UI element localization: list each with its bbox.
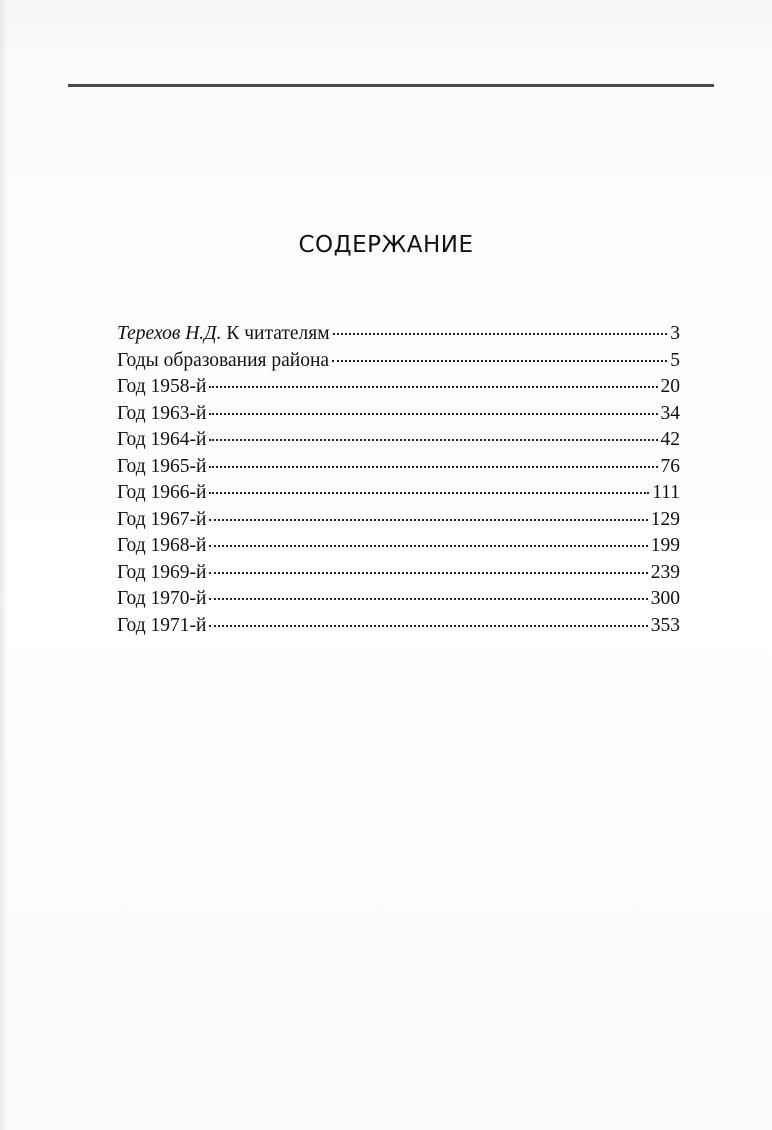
toc-entry (117, 535, 680, 562)
toc-dot-leader (209, 466, 657, 468)
toc-entry-title: Год 1970-й (117, 588, 207, 609)
toc-entry-page: 199 (650, 535, 680, 556)
toc-entry (117, 615, 680, 642)
toc-entry-page: 300 (650, 588, 680, 609)
toc-entry (117, 376, 680, 403)
toc-dot-leader (209, 519, 647, 521)
toc-entry-page: 353 (650, 614, 680, 636)
toc-entry (117, 429, 680, 456)
toc-dot-leader (209, 572, 647, 574)
toc-dot-leader (332, 360, 667, 362)
table-of-contents (117, 323, 680, 641)
toc-entry-page: 76 (660, 455, 680, 477)
toc-dot-leader (209, 439, 657, 441)
toc-entry (117, 482, 680, 509)
toc-entry-title: Год 1966-й (117, 482, 207, 503)
toc-entry-title: Год 1964-й (117, 429, 207, 450)
toc-entry-title: Год 1965-й (117, 455, 207, 477)
toc-entry-page: 20 (660, 376, 680, 397)
toc-entry-title: Годы образования района (117, 349, 330, 371)
toc-entry-author: Терехов Н.Д. (117, 323, 222, 344)
toc-entry-page: 34 (660, 402, 680, 424)
toc-entry-title: Год 1969-й (117, 561, 207, 583)
toc-entry (117, 588, 680, 615)
toc-entry-title: Год 1967-й (117, 508, 207, 530)
toc-entry-page: 239 (650, 561, 680, 583)
toc-entry (117, 403, 680, 430)
toc-entry-page: 5 (670, 349, 680, 371)
toc-dot-leader (209, 598, 647, 600)
toc-dot-leader (209, 545, 647, 547)
toc-entry (117, 350, 680, 377)
toc-title: СОДЕРЖАНИЕ (298, 232, 474, 258)
toc-entry-title: К читателям (226, 323, 330, 344)
toc-entry-label (117, 323, 330, 345)
toc-entry-page: 129 (650, 508, 680, 530)
toc-entry-page: 3 (670, 323, 680, 344)
toc-entry-title: Год 1963-й (117, 402, 207, 424)
toc-entry (117, 562, 680, 589)
toc-entry-title: Год 1968-й (117, 535, 207, 556)
header-rule (68, 84, 714, 87)
toc-entry-title: Год 1958-й (117, 376, 207, 397)
toc-dot-leader (209, 625, 647, 627)
toc-dot-leader (209, 492, 649, 494)
toc-entry (117, 323, 680, 350)
toc-dot-leader (333, 333, 668, 335)
toc-entry (117, 509, 680, 536)
toc-dot-leader (209, 413, 657, 415)
scan-edge-shadow (0, 0, 8, 1130)
toc-entry-title: Год 1971-й (117, 614, 207, 636)
toc-entry-page: 42 (660, 429, 680, 450)
toc-entry (117, 456, 680, 483)
toc-dot-leader (209, 386, 657, 388)
toc-entry-page: 111 (652, 482, 680, 503)
